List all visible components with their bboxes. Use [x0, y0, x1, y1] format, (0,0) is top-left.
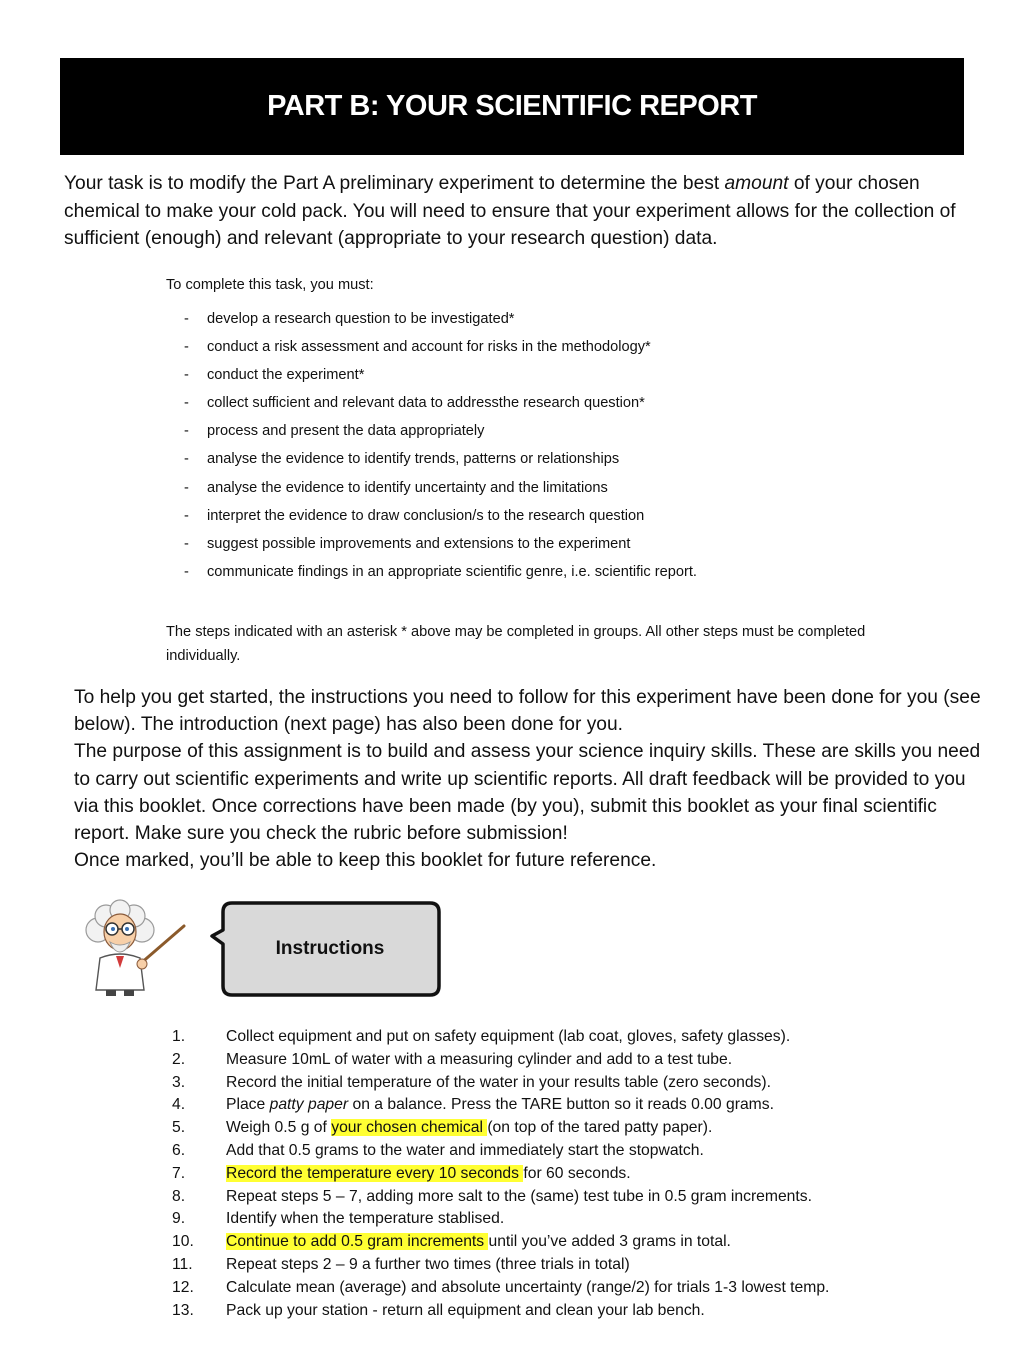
- left-shoe: [106, 990, 116, 996]
- step-text: Add that 0.5 grams to the water and immediately start the stopwatch.: [226, 1141, 704, 1159]
- step-item: [172, 1231, 932, 1254]
- step-item: [172, 1049, 932, 1072]
- step-number: 1.: [172, 1028, 186, 1045]
- instruction-steps: [172, 1026, 932, 1322]
- step-text: Record the initial temperature of the water in your results table (zero seconds).: [226, 1073, 771, 1091]
- step-text-pre: Place: [226, 1096, 270, 1114]
- intro-emphasis: amount: [724, 173, 789, 194]
- step-item: [172, 1094, 932, 1117]
- asterisk-note: The steps indicated with an asterisk * above may be completed in groups. All other steps must be completed individually.: [166, 623, 866, 664]
- step-item: [172, 1072, 932, 1095]
- step-text-post: on a balance. Press the TARE button so it reads 0.00 grams.: [348, 1096, 774, 1114]
- scientist-illustration: [80, 898, 192, 998]
- task-item-dash: -: [184, 507, 189, 524]
- steps-list: [172, 1026, 932, 1322]
- step-item: [172, 1208, 932, 1231]
- task-item: [166, 445, 926, 473]
- intro-text-2: of your chosen chemical to make your cold pack. You will need to ensure that your experiment allows for the collection of sufficient (enough) and relevant (appropriate to your research question) data.: [64, 173, 956, 249]
- step-item: [172, 1300, 932, 1323]
- task-item: [166, 389, 926, 417]
- step-item: [172, 1163, 932, 1186]
- task-item-dash: -: [184, 311, 189, 327]
- task-item-text: process and present the data appropriately: [207, 423, 485, 440]
- step-text: Pack up your station - return all equipment and clean your lab bench.: [226, 1301, 705, 1319]
- task-item: [166, 417, 926, 445]
- task-lead: To complete this task, you must:: [166, 277, 374, 293]
- step-text-highlight: Record the temperature every 10 seconds: [226, 1164, 524, 1182]
- step-text: Repeat steps 5 – 7, adding more salt to the (same) test tube in 0.5 gram increments.: [226, 1187, 812, 1205]
- task-item-dash: -: [184, 367, 189, 384]
- step-text-post: (on top of the tared patty paper).: [487, 1119, 713, 1137]
- task-item-dash: -: [184, 395, 189, 412]
- help-paragraph: Once marked, you’ll be able to keep this booklet for future reference.: [74, 850, 657, 872]
- right-shoe: [124, 990, 134, 996]
- task-list: [166, 305, 926, 586]
- step-number: 10.: [172, 1233, 194, 1251]
- step-text-italic: patty paper: [269, 1096, 349, 1114]
- task-item-dash: -: [184, 535, 189, 552]
- step-number: 12.: [172, 1278, 194, 1296]
- help-paragraph: The purpose of this assignment is to build and assess your science inquiry skills. These are skills you need to carry out scientific experiments and write up scientific reports. All draft feedback will be provided to you via this booklet. Once corrections have been made (by you), submit this booklet as your final scientific report. Make sure you check the rubric before submission!: [74, 741, 981, 845]
- step-item: [172, 1277, 932, 1300]
- instructions-label: Instructions: [275, 938, 385, 959]
- task-item-dash: -: [184, 479, 189, 496]
- task-item-text: interpret the evidence to draw conclusion/s to the research question: [207, 507, 645, 524]
- step-text: Collect equipment and put on safety equipment (lab coat, gloves, safety glasses).: [226, 1028, 791, 1045]
- step-text-highlight: Continue to add 0.5 gram increments: [226, 1233, 489, 1251]
- task-item-text: conduct a risk assessment and account for risks in the methodology*: [207, 339, 651, 356]
- step-text-pre: Weigh 0.5 g of: [226, 1119, 332, 1137]
- step-text-post: for 60 seconds.: [523, 1164, 631, 1182]
- intro-text-1: Your task is to modify the Part A preliminary experiment to determine the best: [64, 173, 725, 194]
- step-text: Measure 10mL of water with a measuring cylinder and add to a test tube.: [226, 1050, 733, 1068]
- task-item: [166, 558, 926, 586]
- task-item-dash: -: [184, 451, 189, 468]
- task-item-text: develop a research question to be investigated*: [207, 311, 515, 327]
- task-item: [166, 474, 926, 502]
- task-item: [166, 333, 926, 361]
- step-number: 4.: [172, 1096, 186, 1114]
- page-title: PART B: YOUR SCIENTIFIC REPORT: [267, 90, 757, 122]
- step-item: [172, 1026, 932, 1049]
- step-text: Repeat steps 2 – 9 a further two times (three trials in total): [226, 1255, 630, 1273]
- step-number: 7.: [172, 1164, 186, 1182]
- task-item-dash: -: [184, 339, 189, 356]
- task-item-text: suggest possible improvements and extensions to the experiment: [207, 535, 631, 552]
- step-item: [172, 1254, 932, 1277]
- task-item-text: collect sufficient and relevant data to addressthe research question*: [207, 395, 645, 412]
- step-item: [172, 1186, 932, 1209]
- step-number: 11.: [172, 1255, 193, 1273]
- help-section: [74, 684, 984, 874]
- task-item-text: communicate findings in an appropriate scientific genre, i.e. scientific report.: [207, 563, 697, 580]
- task-item-text: analyse the evidence to identify uncertainty and the limitations: [207, 479, 608, 496]
- step-number: 9.: [172, 1210, 186, 1228]
- task-requirements: [166, 274, 926, 668]
- title-banner: [60, 58, 964, 155]
- step-text-highlight: your chosen chemical: [331, 1119, 488, 1137]
- step-item: [172, 1117, 932, 1140]
- step-text-post: until you’ve added 3 grams in total.: [488, 1233, 731, 1251]
- step-text: Calculate mean (average) and absolute uncertainty (range/2) for trials 1-3 lowest temp.: [226, 1278, 830, 1296]
- task-item: [166, 530, 926, 558]
- step-number: 6.: [172, 1141, 186, 1159]
- task-item: [166, 361, 926, 389]
- step-number: 3.: [172, 1073, 186, 1091]
- intro-paragraph: [64, 170, 974, 253]
- step-item: [172, 1140, 932, 1163]
- step-number: 8.: [172, 1187, 186, 1205]
- task-item-dash: -: [184, 563, 189, 580]
- step-number: 5.: [172, 1119, 186, 1137]
- task-item-text: conduct the experiment*: [207, 367, 365, 384]
- step-number: 13.: [172, 1301, 194, 1319]
- task-item: [166, 502, 926, 530]
- scientist-hand: [137, 959, 147, 969]
- step-number: 2.: [172, 1050, 186, 1068]
- help-paragraph: To help you get started, the instructions you need to follow for this experiment have been done for you (see below). The introduction (next page) has also been done for you.: [74, 687, 981, 736]
- task-item: [166, 305, 926, 333]
- task-item-text: analyse the evidence to identify trends, patterns or relationships: [207, 451, 620, 468]
- step-text: Identify when the temperature stablised.: [226, 1210, 505, 1228]
- task-item-dash: -: [184, 423, 189, 440]
